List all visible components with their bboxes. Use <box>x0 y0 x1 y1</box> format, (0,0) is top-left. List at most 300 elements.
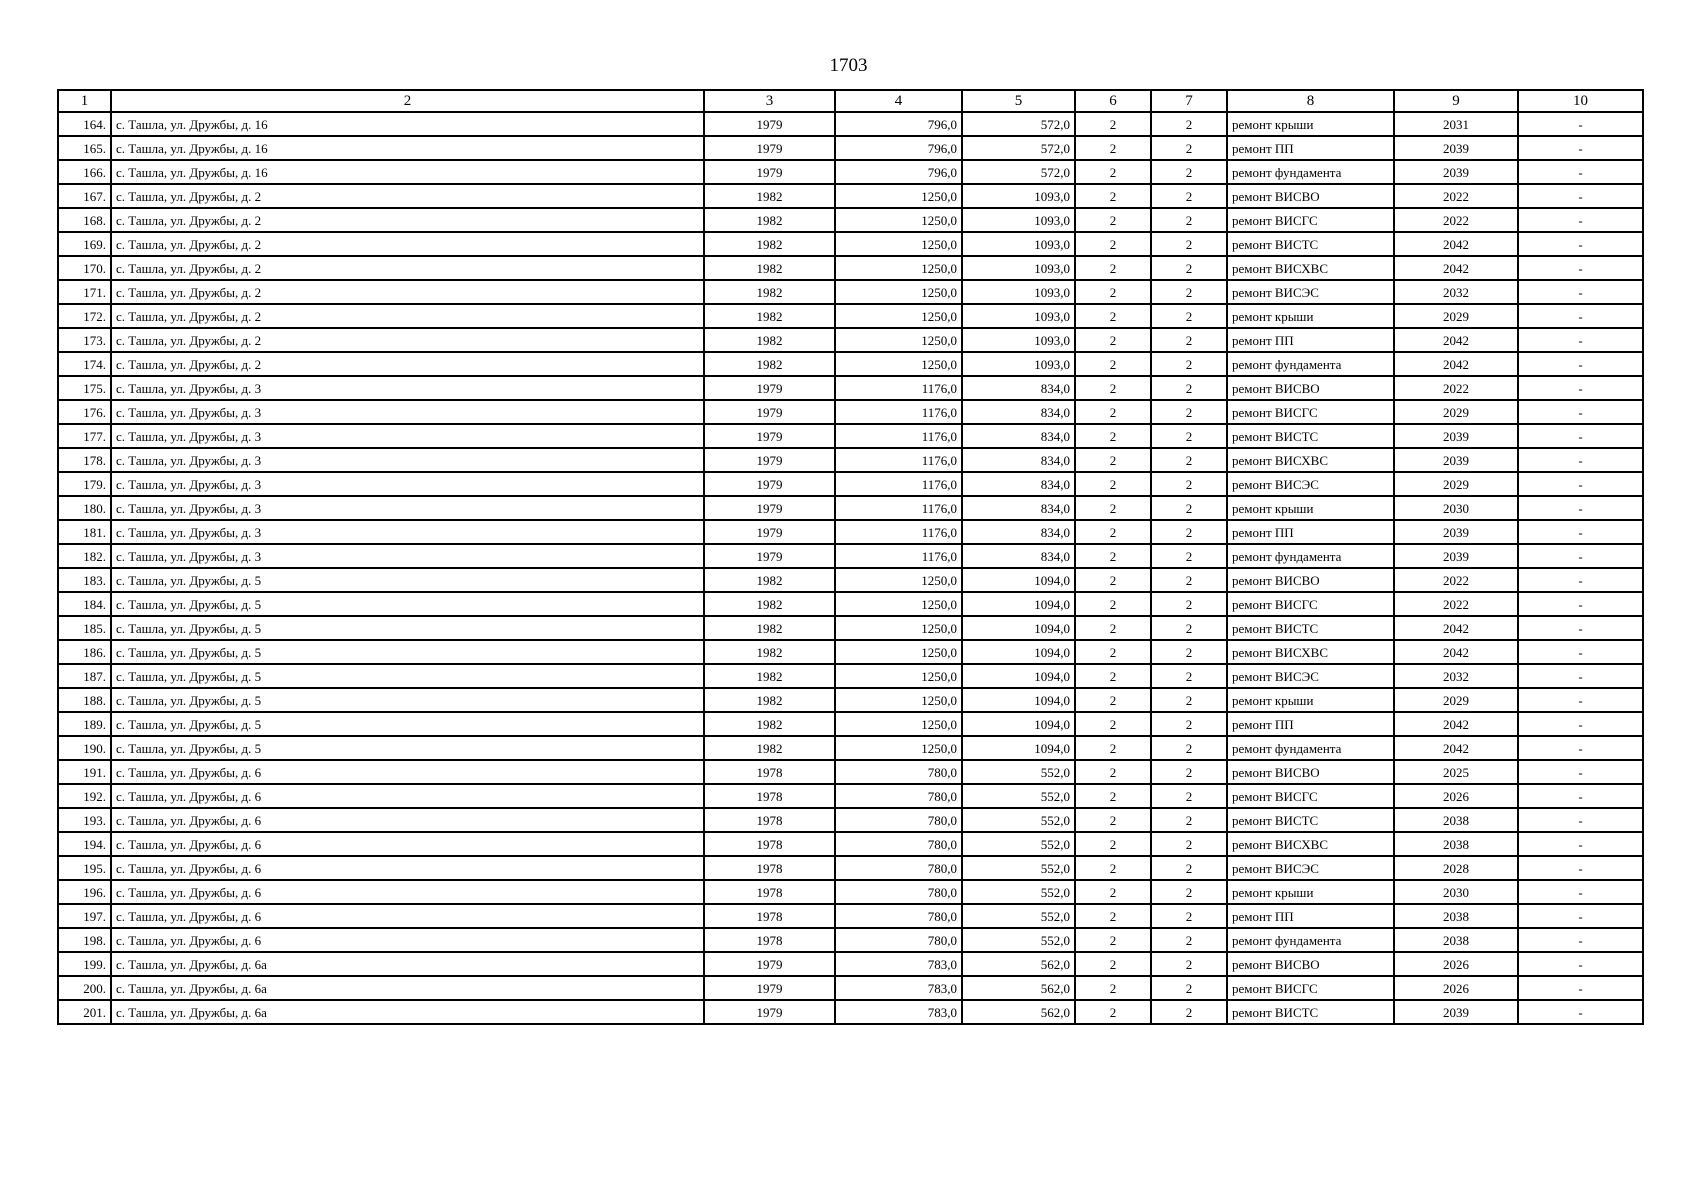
total-area-cell: 1176,0 <box>835 424 962 448</box>
col7-cell: 2 <box>1151 976 1227 1000</box>
address-cell: с. Ташла, ул. Дружбы, д. 2 <box>111 352 704 376</box>
planned-year-cell: 2039 <box>1394 448 1518 472</box>
table-row <box>58 448 1643 472</box>
col10-cell: - <box>1518 448 1643 472</box>
planned-year-cell: 2039 <box>1394 424 1518 448</box>
row-number-cell: 200. <box>58 976 111 1000</box>
column-header: 4 <box>835 90 962 112</box>
col10-cell: - <box>1518 328 1643 352</box>
row-number-cell: 172. <box>58 304 111 328</box>
build-year-cell: 1979 <box>704 472 835 496</box>
col6-cell: 2 <box>1075 448 1151 472</box>
table-row <box>58 880 1643 904</box>
address-cell: с. Ташла, ул. Дружбы, д. 5 <box>111 688 704 712</box>
total-area-cell: 1176,0 <box>835 376 962 400</box>
total-area-cell: 1250,0 <box>835 232 962 256</box>
total-area-cell: 1250,0 <box>835 208 962 232</box>
build-year-cell: 1978 <box>704 880 835 904</box>
build-year-cell: 1978 <box>704 856 835 880</box>
address-cell: с. Ташла, ул. Дружбы, д. 2 <box>111 304 704 328</box>
col6-cell: 2 <box>1075 376 1151 400</box>
living-area-cell: 1093,0 <box>962 280 1075 304</box>
table-row <box>58 352 1643 376</box>
address-cell: с. Ташла, ул. Дружбы, д. 3 <box>111 376 704 400</box>
col6-cell: 2 <box>1075 712 1151 736</box>
planned-year-cell: 2029 <box>1394 304 1518 328</box>
living-area-cell: 1093,0 <box>962 352 1075 376</box>
living-area-cell: 1093,0 <box>962 232 1075 256</box>
build-year-cell: 1979 <box>704 1000 835 1024</box>
work-type-cell: ремонт ВИСВО <box>1227 376 1394 400</box>
build-year-cell: 1982 <box>704 232 835 256</box>
work-type-cell: ремонт ВИСГС <box>1227 976 1394 1000</box>
total-area-cell: 1250,0 <box>835 616 962 640</box>
planned-year-cell: 2038 <box>1394 904 1518 928</box>
build-year-cell: 1978 <box>704 760 835 784</box>
living-area-cell: 1094,0 <box>962 640 1075 664</box>
build-year-cell: 1979 <box>704 400 835 424</box>
table-row <box>58 832 1643 856</box>
col10-cell: - <box>1518 568 1643 592</box>
col6-cell: 2 <box>1075 616 1151 640</box>
table-row <box>58 376 1643 400</box>
build-year-cell: 1982 <box>704 568 835 592</box>
work-type-cell: ремонт ВИСВО <box>1227 568 1394 592</box>
col10-cell: - <box>1518 544 1643 568</box>
table-row <box>58 664 1643 688</box>
table-row <box>58 544 1643 568</box>
planned-year-cell: 2038 <box>1394 808 1518 832</box>
row-number-cell: 188. <box>58 688 111 712</box>
planned-year-cell: 2042 <box>1394 256 1518 280</box>
work-type-cell: ремонт ВИСТС <box>1227 232 1394 256</box>
planned-year-cell: 2028 <box>1394 856 1518 880</box>
address-cell: с. Ташла, ул. Дружбы, д. 2 <box>111 232 704 256</box>
work-type-cell: ремонт ВИСВО <box>1227 760 1394 784</box>
living-area-cell: 1093,0 <box>962 184 1075 208</box>
col7-cell: 2 <box>1151 256 1227 280</box>
living-area-cell: 552,0 <box>962 784 1075 808</box>
address-cell: с. Ташла, ул. Дружбы, д. 5 <box>111 736 704 760</box>
living-area-cell: 834,0 <box>962 496 1075 520</box>
living-area-cell: 552,0 <box>962 928 1075 952</box>
living-area-cell: 834,0 <box>962 400 1075 424</box>
address-cell: с. Ташла, ул. Дружбы, д. 3 <box>111 472 704 496</box>
row-number-cell: 176. <box>58 400 111 424</box>
col6-cell: 2 <box>1075 232 1151 256</box>
planned-year-cell: 2038 <box>1394 832 1518 856</box>
col6-cell: 2 <box>1075 784 1151 808</box>
living-area-cell: 1094,0 <box>962 616 1075 640</box>
column-header: 6 <box>1075 90 1151 112</box>
work-type-cell: ремонт ВИСЭС <box>1227 472 1394 496</box>
col6-cell: 2 <box>1075 280 1151 304</box>
address-cell: с. Ташла, ул. Дружбы, д. 6а <box>111 952 704 976</box>
planned-year-cell: 2042 <box>1394 616 1518 640</box>
address-cell: с. Ташла, ул. Дружбы, д. 2 <box>111 280 704 304</box>
living-area-cell: 562,0 <box>962 976 1075 1000</box>
work-type-cell: ремонт ПП <box>1227 328 1394 352</box>
planned-year-cell: 2026 <box>1394 784 1518 808</box>
planned-year-cell: 2032 <box>1394 280 1518 304</box>
total-area-cell: 796,0 <box>835 112 962 136</box>
row-number-cell: 189. <box>58 712 111 736</box>
col10-cell: - <box>1518 400 1643 424</box>
table-row <box>58 712 1643 736</box>
col7-cell: 2 <box>1151 664 1227 688</box>
repair-schedule-table <box>57 89 1644 1025</box>
table-row <box>58 208 1643 232</box>
total-area-cell: 783,0 <box>835 1000 962 1024</box>
work-type-cell: ремонт ВИСГС <box>1227 208 1394 232</box>
col6-cell: 2 <box>1075 1000 1151 1024</box>
col10-cell: - <box>1518 784 1643 808</box>
address-cell: с. Ташла, ул. Дружбы, д. 6а <box>111 1000 704 1024</box>
planned-year-cell: 2022 <box>1394 376 1518 400</box>
build-year-cell: 1982 <box>704 592 835 616</box>
planned-year-cell: 2039 <box>1394 160 1518 184</box>
planned-year-cell: 2030 <box>1394 496 1518 520</box>
row-number-cell: 186. <box>58 640 111 664</box>
total-area-cell: 1250,0 <box>835 184 962 208</box>
col7-cell: 2 <box>1151 232 1227 256</box>
total-area-cell: 1250,0 <box>835 352 962 376</box>
col7-cell: 2 <box>1151 760 1227 784</box>
table-row <box>58 856 1643 880</box>
col10-cell: - <box>1518 280 1643 304</box>
address-cell: с. Ташла, ул. Дружбы, д. 5 <box>111 568 704 592</box>
total-area-cell: 780,0 <box>835 832 962 856</box>
table-row <box>58 304 1643 328</box>
row-number-cell: 175. <box>58 376 111 400</box>
work-type-cell: ремонт крыши <box>1227 112 1394 136</box>
col10-cell: - <box>1518 712 1643 736</box>
table-row <box>58 760 1643 784</box>
planned-year-cell: 2026 <box>1394 952 1518 976</box>
col7-cell: 2 <box>1151 616 1227 640</box>
col7-cell: 2 <box>1151 448 1227 472</box>
work-type-cell: ремонт ВИСТС <box>1227 808 1394 832</box>
row-number-cell: 193. <box>58 808 111 832</box>
col10-cell: - <box>1518 424 1643 448</box>
build-year-cell: 1982 <box>704 184 835 208</box>
col7-cell: 2 <box>1151 520 1227 544</box>
table-row <box>58 184 1643 208</box>
row-number-cell: 166. <box>58 160 111 184</box>
table-row <box>58 496 1643 520</box>
col10-cell: - <box>1518 376 1643 400</box>
address-cell: с. Ташла, ул. Дружбы, д. 2 <box>111 328 704 352</box>
address-cell: с. Ташла, ул. Дружбы, д. 5 <box>111 664 704 688</box>
col7-cell: 2 <box>1151 856 1227 880</box>
col6-cell: 2 <box>1075 808 1151 832</box>
table-row <box>58 640 1643 664</box>
table-row <box>58 520 1643 544</box>
col7-cell: 2 <box>1151 136 1227 160</box>
total-area-cell: 783,0 <box>835 976 962 1000</box>
address-cell: с. Ташла, ул. Дружбы, д. 3 <box>111 400 704 424</box>
table-row <box>58 592 1643 616</box>
col7-cell: 2 <box>1151 304 1227 328</box>
work-type-cell: ремонт ВИСГС <box>1227 784 1394 808</box>
col6-cell: 2 <box>1075 304 1151 328</box>
total-area-cell: 1250,0 <box>835 568 962 592</box>
col6-cell: 2 <box>1075 688 1151 712</box>
address-cell: с. Ташла, ул. Дружбы, д. 16 <box>111 112 704 136</box>
col7-cell: 2 <box>1151 328 1227 352</box>
planned-year-cell: 2038 <box>1394 928 1518 952</box>
work-type-cell: ремонт крыши <box>1227 304 1394 328</box>
total-area-cell: 1250,0 <box>835 736 962 760</box>
address-cell: с. Ташла, ул. Дружбы, д. 2 <box>111 256 704 280</box>
col7-cell: 2 <box>1151 160 1227 184</box>
living-area-cell: 572,0 <box>962 112 1075 136</box>
col10-cell: - <box>1518 808 1643 832</box>
row-number-cell: 199. <box>58 952 111 976</box>
row-number-cell: 180. <box>58 496 111 520</box>
col6-cell: 2 <box>1075 472 1151 496</box>
build-year-cell: 1979 <box>704 424 835 448</box>
planned-year-cell: 2031 <box>1394 112 1518 136</box>
planned-year-cell: 2039 <box>1394 1000 1518 1024</box>
living-area-cell: 1094,0 <box>962 592 1075 616</box>
build-year-cell: 1979 <box>704 496 835 520</box>
work-type-cell: ремонт крыши <box>1227 688 1394 712</box>
build-year-cell: 1979 <box>704 160 835 184</box>
living-area-cell: 834,0 <box>962 448 1075 472</box>
row-number-cell: 174. <box>58 352 111 376</box>
work-type-cell: ремонт фундамента <box>1227 352 1394 376</box>
living-area-cell: 552,0 <box>962 760 1075 784</box>
work-type-cell: ремонт крыши <box>1227 496 1394 520</box>
col10-cell: - <box>1518 232 1643 256</box>
address-cell: с. Ташла, ул. Дружбы, д. 3 <box>111 424 704 448</box>
row-number-cell: 183. <box>58 568 111 592</box>
planned-year-cell: 2022 <box>1394 592 1518 616</box>
living-area-cell: 1094,0 <box>962 664 1075 688</box>
planned-year-cell: 2039 <box>1394 136 1518 160</box>
table-row <box>58 784 1643 808</box>
column-header: 7 <box>1151 90 1227 112</box>
total-area-cell: 1250,0 <box>835 280 962 304</box>
col7-cell: 2 <box>1151 688 1227 712</box>
col10-cell: - <box>1518 160 1643 184</box>
work-type-cell: ремонт фундамента <box>1227 544 1394 568</box>
work-type-cell: ремонт ВИСХВС <box>1227 832 1394 856</box>
total-area-cell: 796,0 <box>835 136 962 160</box>
col6-cell: 2 <box>1075 328 1151 352</box>
table-row <box>58 904 1643 928</box>
work-type-cell: ремонт ВИСВО <box>1227 952 1394 976</box>
work-type-cell: ремонт ВИСГС <box>1227 592 1394 616</box>
table-row <box>58 136 1643 160</box>
living-area-cell: 562,0 <box>962 952 1075 976</box>
row-number-cell: 171. <box>58 280 111 304</box>
table-row <box>58 472 1643 496</box>
col6-cell: 2 <box>1075 544 1151 568</box>
build-year-cell: 1979 <box>704 976 835 1000</box>
table-row <box>58 736 1643 760</box>
table-row <box>58 808 1643 832</box>
total-area-cell: 1176,0 <box>835 448 962 472</box>
total-area-cell: 780,0 <box>835 928 962 952</box>
living-area-cell: 552,0 <box>962 880 1075 904</box>
row-number-cell: 167. <box>58 184 111 208</box>
col7-cell: 2 <box>1151 472 1227 496</box>
col10-cell: - <box>1518 760 1643 784</box>
row-number-cell: 190. <box>58 736 111 760</box>
col6-cell: 2 <box>1075 136 1151 160</box>
total-area-cell: 780,0 <box>835 904 962 928</box>
planned-year-cell: 2042 <box>1394 640 1518 664</box>
row-number-cell: 198. <box>58 928 111 952</box>
living-area-cell: 562,0 <box>962 1000 1075 1024</box>
work-type-cell: ремонт ВИСЭС <box>1227 856 1394 880</box>
planned-year-cell: 2030 <box>1394 880 1518 904</box>
planned-year-cell: 2042 <box>1394 232 1518 256</box>
col10-cell: - <box>1518 976 1643 1000</box>
work-type-cell: ремонт ВИСТС <box>1227 1000 1394 1024</box>
row-number-cell: 178. <box>58 448 111 472</box>
col10-cell: - <box>1518 304 1643 328</box>
address-cell: с. Ташла, ул. Дружбы, д. 5 <box>111 616 704 640</box>
page-number: 1703 <box>829 55 868 76</box>
living-area-cell: 1094,0 <box>962 736 1075 760</box>
planned-year-cell: 2039 <box>1394 544 1518 568</box>
address-cell: с. Ташла, ул. Дружбы, д. 16 <box>111 136 704 160</box>
total-area-cell: 1176,0 <box>835 472 962 496</box>
living-area-cell: 1094,0 <box>962 712 1075 736</box>
total-area-cell: 1250,0 <box>835 256 962 280</box>
total-area-cell: 780,0 <box>835 808 962 832</box>
col7-cell: 2 <box>1151 712 1227 736</box>
col10-cell: - <box>1518 112 1643 136</box>
col7-cell: 2 <box>1151 640 1227 664</box>
planned-year-cell: 2042 <box>1394 736 1518 760</box>
total-area-cell: 1250,0 <box>835 304 962 328</box>
row-number-cell: 181. <box>58 520 111 544</box>
col10-cell: - <box>1518 1000 1643 1024</box>
col10-cell: - <box>1518 640 1643 664</box>
build-year-cell: 1979 <box>704 520 835 544</box>
living-area-cell: 552,0 <box>962 808 1075 832</box>
address-cell: с. Ташла, ул. Дружбы, д. 6 <box>111 928 704 952</box>
col6-cell: 2 <box>1075 184 1151 208</box>
col6-cell: 2 <box>1075 952 1151 976</box>
col6-cell: 2 <box>1075 976 1151 1000</box>
table-row <box>58 976 1643 1000</box>
row-number-cell: 173. <box>58 328 111 352</box>
total-area-cell: 780,0 <box>835 760 962 784</box>
total-area-cell: 1250,0 <box>835 712 962 736</box>
table-row <box>58 688 1643 712</box>
table-row <box>58 256 1643 280</box>
col6-cell: 2 <box>1075 856 1151 880</box>
col10-cell: - <box>1518 592 1643 616</box>
col10-cell: - <box>1518 616 1643 640</box>
address-cell: с. Ташла, ул. Дружбы, д. 6 <box>111 880 704 904</box>
total-area-cell: 1176,0 <box>835 496 962 520</box>
column-header: 8 <box>1227 90 1394 112</box>
living-area-cell: 834,0 <box>962 424 1075 448</box>
build-year-cell: 1978 <box>704 832 835 856</box>
col10-cell: - <box>1518 184 1643 208</box>
living-area-cell: 834,0 <box>962 520 1075 544</box>
col6-cell: 2 <box>1075 832 1151 856</box>
work-type-cell: ремонт ВИСТС <box>1227 616 1394 640</box>
col7-cell: 2 <box>1151 280 1227 304</box>
build-year-cell: 1978 <box>704 904 835 928</box>
work-type-cell: ремонт ВИСГС <box>1227 400 1394 424</box>
total-area-cell: 783,0 <box>835 952 962 976</box>
row-number-cell: 182. <box>58 544 111 568</box>
living-area-cell: 1094,0 <box>962 568 1075 592</box>
total-area-cell: 1250,0 <box>835 640 962 664</box>
col6-cell: 2 <box>1075 160 1151 184</box>
col6-cell: 2 <box>1075 880 1151 904</box>
col7-cell: 2 <box>1151 880 1227 904</box>
total-area-cell: 780,0 <box>835 856 962 880</box>
column-header: 3 <box>704 90 835 112</box>
col10-cell: - <box>1518 688 1643 712</box>
build-year-cell: 1982 <box>704 688 835 712</box>
planned-year-cell: 2032 <box>1394 664 1518 688</box>
table-row <box>58 616 1643 640</box>
total-area-cell: 1250,0 <box>835 328 962 352</box>
col7-cell: 2 <box>1151 784 1227 808</box>
build-year-cell: 1979 <box>704 952 835 976</box>
col10-cell: - <box>1518 520 1643 544</box>
table-row <box>58 112 1643 136</box>
row-number-cell: 201. <box>58 1000 111 1024</box>
table-row <box>58 232 1643 256</box>
planned-year-cell: 2039 <box>1394 520 1518 544</box>
col10-cell: - <box>1518 856 1643 880</box>
col7-cell: 2 <box>1151 496 1227 520</box>
living-area-cell: 1093,0 <box>962 304 1075 328</box>
address-cell: с. Ташла, ул. Дружбы, д. 3 <box>111 448 704 472</box>
address-cell: с. Ташла, ул. Дружбы, д. 5 <box>111 712 704 736</box>
living-area-cell: 1094,0 <box>962 688 1075 712</box>
row-number-cell: 170. <box>58 256 111 280</box>
col7-cell: 2 <box>1151 424 1227 448</box>
col10-cell: - <box>1518 256 1643 280</box>
living-area-cell: 1093,0 <box>962 328 1075 352</box>
col6-cell: 2 <box>1075 904 1151 928</box>
column-header: 10 <box>1518 90 1643 112</box>
row-number-cell: 192. <box>58 784 111 808</box>
address-cell: с. Ташла, ул. Дружбы, д. 3 <box>111 520 704 544</box>
build-year-cell: 1979 <box>704 544 835 568</box>
total-area-cell: 1250,0 <box>835 592 962 616</box>
col7-cell: 2 <box>1151 928 1227 952</box>
work-type-cell: ремонт ВИСВО <box>1227 184 1394 208</box>
planned-year-cell: 2026 <box>1394 976 1518 1000</box>
col10-cell: - <box>1518 832 1643 856</box>
address-cell: с. Ташла, ул. Дружбы, д. 16 <box>111 160 704 184</box>
living-area-cell: 552,0 <box>962 904 1075 928</box>
build-year-cell: 1982 <box>704 256 835 280</box>
address-cell: с. Ташла, ул. Дружбы, д. 3 <box>111 544 704 568</box>
address-cell: с. Ташла, ул. Дружбы, д. 2 <box>111 184 704 208</box>
work-type-cell: ремонт фундамента <box>1227 928 1394 952</box>
address-cell: с. Ташла, ул. Дружбы, д. 6 <box>111 808 704 832</box>
row-number-cell: 197. <box>58 904 111 928</box>
col7-cell: 2 <box>1151 1000 1227 1024</box>
col10-cell: - <box>1518 880 1643 904</box>
col6-cell: 2 <box>1075 592 1151 616</box>
col7-cell: 2 <box>1151 376 1227 400</box>
